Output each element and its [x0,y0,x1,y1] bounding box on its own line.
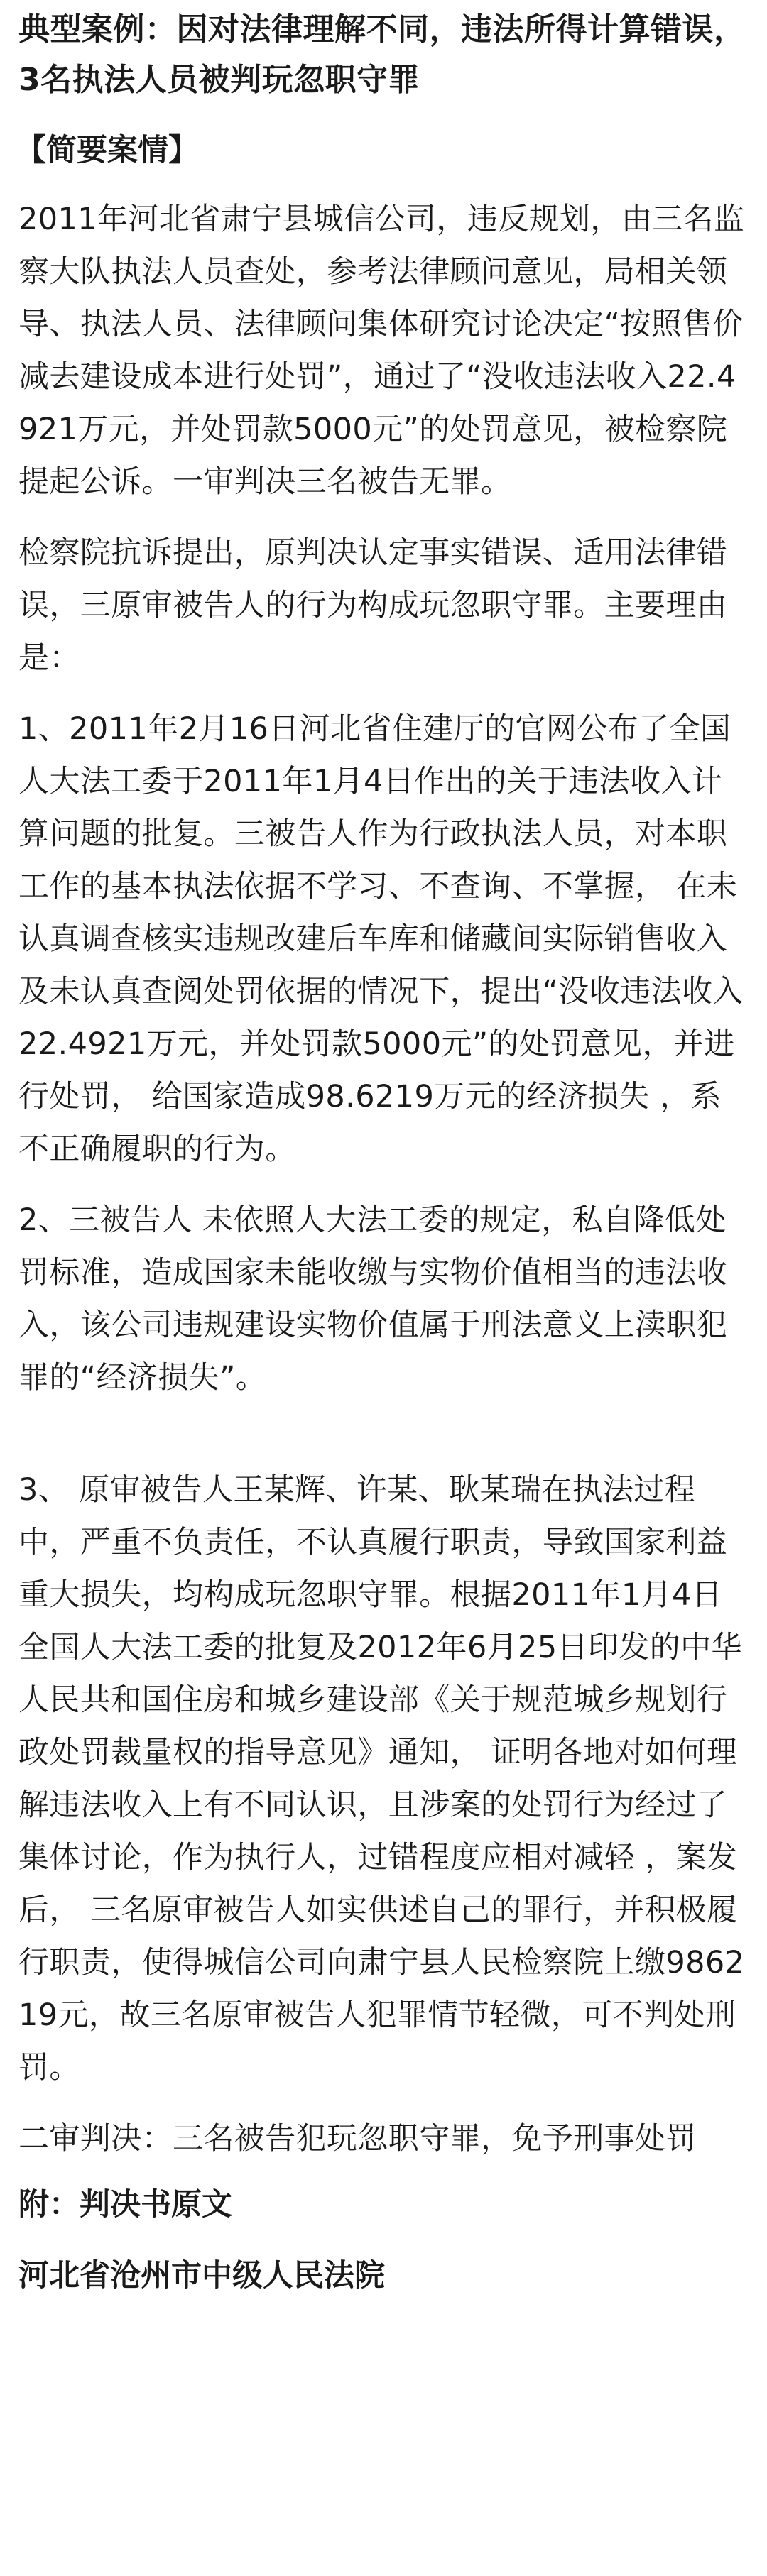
reason-one-paragraph: 1、2011年2月16日河北省住建厅的官网公布了全国人大法工委于2011年1月4日作出的关于违法收入计算问题的批复。三被告人作为行政执法人员，对本职工作的基本执法依据不学习、不查询、不掌握， 在未认真调查核实违规改建后车库和储藏间实际销售收入及未认真查阅处罚依据的情况下，提出“没收违法收入22.4921万元，并处罚款5000元”的处罚意见，并进行处罚， 给国家造成98.6219万元的经济损失 ，系不正确履职的行为。 [18,711,744,1167]
reason-two-paragraph: 2、三被告人 未依照人大法工委的规定，私自降低处罚标准，造成国家未能收缴与实物价值相当的违法收入，该公司违规建设实物价值属于刑法意义上渎职犯罪的“经济损失”。 [18,1202,728,1396]
second-instance-judgment: 二审判决：三名被告犯玩忽职守罪，免予刑事处罚 [18,2121,697,2156]
protest-intro-paragraph: 检察院抗诉提出，原判决认定事实错误、适用法律错误，三原审被告人的行为构成玩忽职守罪。主要理由是： [18,535,728,676]
section-heading: 【简要案情】 [16,133,199,168]
reason-three-paragraph: 3、 原审被告人王某辉、许某、耿某瑞在执法过程中，严重不负责任，不认真履行职责，导致国家利益重大损失，均构成玩忽职守罪。根据2011年1月4日全国人大法工委的批复及2012年6月25日印发的中华人民共和国住房和城乡建设部《关于规范城乡规划行政处罚裁量权的指导意见》通知， 证明各地对如何理解违法收入上有不同认识，且涉案的处罚行为经过了集体讨论，作为执行人，过错程度应相对减轻 ，案发后， 三名原审被告人如实供述自己的罪行，并积极履行职责，使得城信公司向肃宁县人民检察院上缴986219元，故三名原审被告人犯罪情节轻微，可不判处刑罚。 [18,1472,745,2086]
article-title: 典型案例：因对法律理解不同，违法所得计算错误，3名执法人员被判玩忽职守罪 [18,11,746,98]
court-name: 河北省沧州市中级人民法院 [18,2258,385,2293]
attachment-label: 附：判决书原文 [18,2187,232,2223]
case-summary-paragraph: 2011年河北省肃宁县城信公司，违反规划，由三名监察大队执法人员查处，参考法律顾问意见，局相关领导、执法人员、法律顾问集体研究讨论决定“按照售价减去建设成本进行处罚”，通过了“没收违法收入22.4921万元，并处罚款5000元”的处罚意见，被检察院提起公诉。一审判决三名被告无罪。 [18,202,745,500]
